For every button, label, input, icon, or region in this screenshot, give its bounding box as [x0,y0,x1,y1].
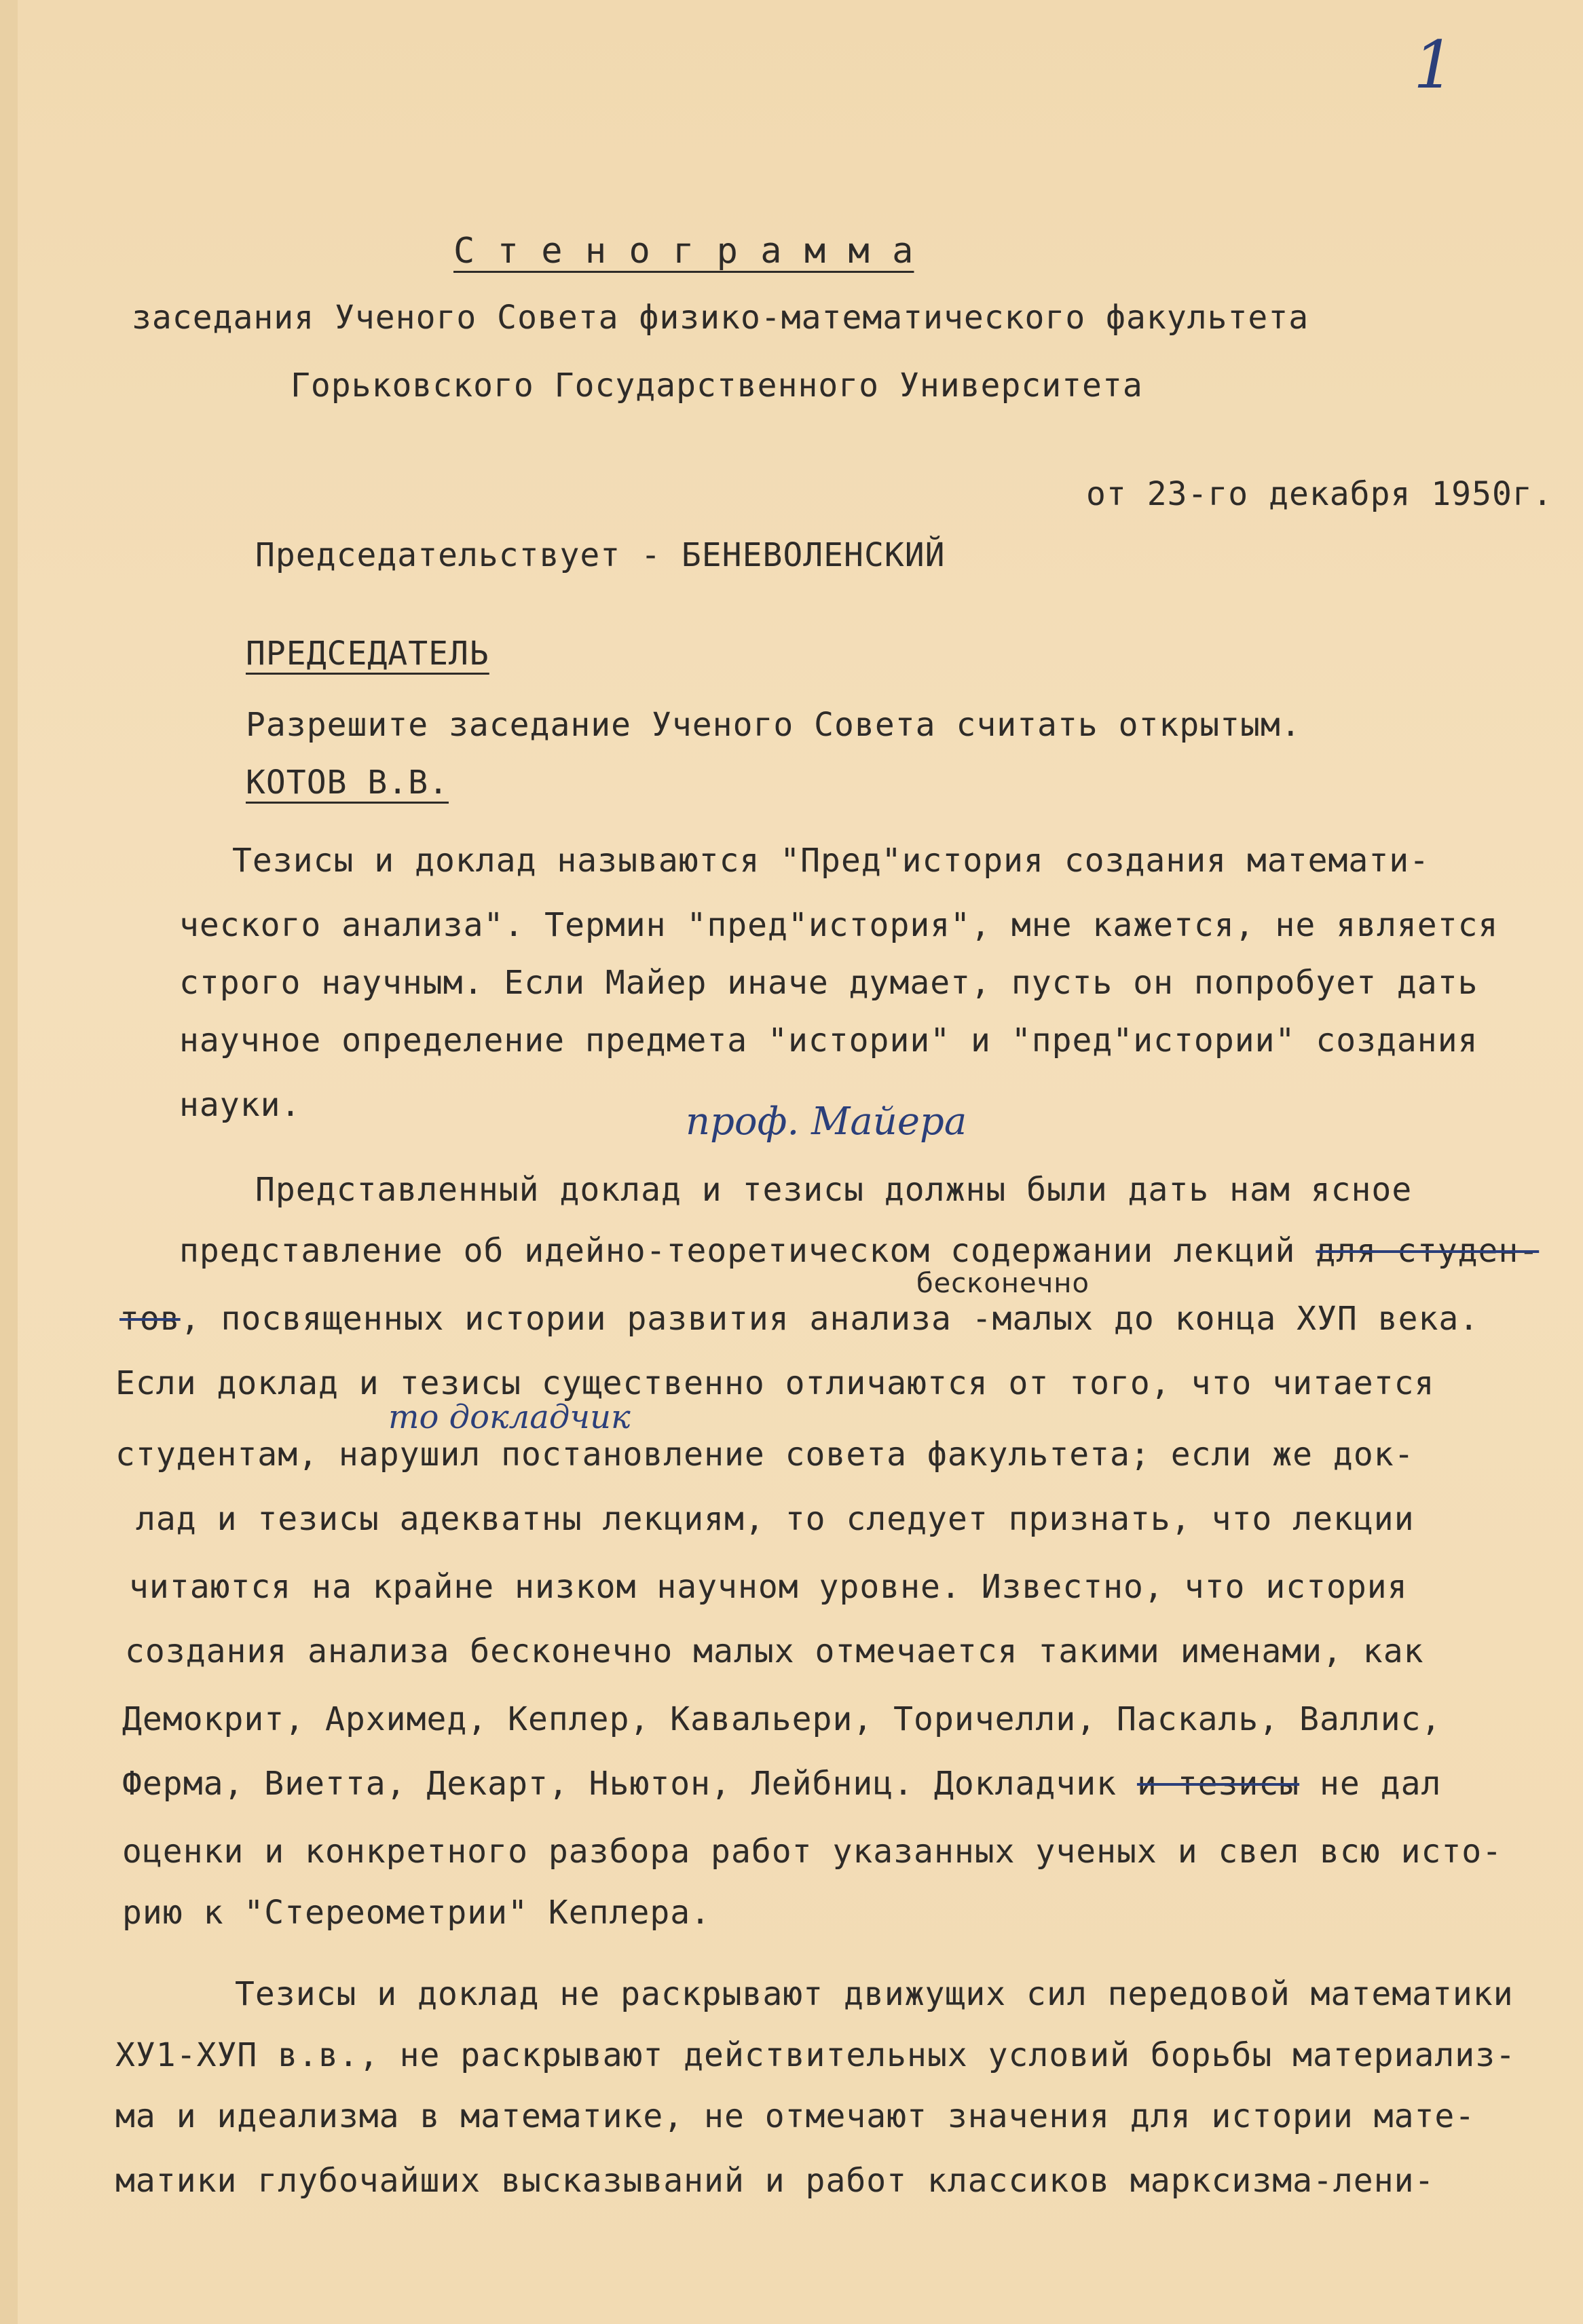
page-number: 1 [1413,27,1455,103]
para2-line-8: создания анализа бесконечно малых отмечается такими именами, как [125,1632,1424,1670]
para1-line-1: Тезисы и доклад называются "Пред"история создания математи- [232,842,1430,880]
struck-tov: тов [119,1300,181,1338]
struck-for-students: для студен- [1316,1232,1540,1270]
para2-line-2b: жании лекций [1051,1232,1296,1270]
para1-line-2: ческого анализа". Термин "пред"история", мне кажется, не является [179,906,1499,944]
para2-line-2 [179,1232,1539,1270]
document-date: от 23-го декабря 1950г. [1086,475,1553,513]
para3-line-4: матики глубочайших высказываний и работ классиков марксизма-лени- [115,2162,1435,2200]
para2-line-12: рию к "Стереометрии" Кеплера. [122,1894,711,1932]
para2-line-4: Если доклад и тезисы существенно отличаются от того, что читается [115,1364,1435,1402]
para3-line-1: Тезисы и доклад не раскрывают движущих сил передовой математики [235,1975,1514,2013]
para2-line-5a: студентам, [115,1436,318,1474]
para1-line-3: строго научным. Если Майер иначе думает, пусть он попробует дать [179,964,1478,1002]
para2-line-5b: нарушил постановление совета факультета; если же док- [338,1436,1415,1474]
para2-line-1b: и тезисы должны были дать нам ясное [701,1171,1413,1209]
para2-line-9: Демокрит, Архимед, Кеплер, Кавальери, Торичелли, Паскаль, Валлис, [122,1700,1442,1738]
para2-line-1a: Представленный доклад [255,1171,682,1209]
para2-line-10c: не дал [1320,1765,1442,1803]
handwritten-insert-speaker: то докладчик [388,1398,631,1436]
chair-line: Председательствует - БЕНЕВОЛЕНСКИЙ [255,536,946,574]
document-title: С т е н о г р а м м а [453,231,914,271]
paper-edge [0,0,18,2324]
subtitle-line-1: заседания Ученого Совета физико-математического факультета [132,299,1309,337]
speaker-kotov: КОТОВ В.В. [246,764,449,802]
subtitle-line-2: Горьковского Государственного Университета [291,367,1143,405]
para3-line-3: ма и идеализма в математике, не отмечают значения для истории мате- [115,2097,1476,2135]
speech-chair: Разрешите заседание Ученого Совета считать открытым. [246,706,1301,744]
para2-line-7: читаются на крайне низком научном уровне. Известно, что история [129,1568,1408,1606]
handwritten-insert-prof: проф. Майера [686,1100,967,1144]
para1-line-4: научное определение предмета "истории" и "пред"истории" создания [179,1022,1478,1060]
para2-line-3b: , посвященных истории развития анализа -малых до конца ХУП века. [180,1300,1480,1338]
para2-line-10 [122,1765,1441,1803]
para2-line-10a: Ферма, Виетта, Декарт, Ньютон, Лейбниц. Докладчик [122,1765,1117,1803]
struck-and-theses: и тезисы [1136,1765,1300,1803]
para2-line-3 [119,1300,1479,1338]
speaker-chair: ПРЕДСЕДАТЕЛЬ [246,635,489,673]
para2-line-2a: представление об идейно-теоретическом содер [179,1232,1052,1270]
insert-infinitely: бесконечно [916,1268,1090,1299]
para2-line-6: лад и тезисы адекватны лекциям, то следует признать, что лекции [136,1500,1415,1538]
para3-line-2: ХУ1-ХУП в.в., не раскрывают действительных условий борьбы материализ- [115,2036,1516,2074]
para1-line-5: науки. [179,1086,301,1124]
para2-line-11: оценки и конкретного разбора работ указанных ученых и свел всю исто- [122,1833,1503,1871]
para2-line-5 [115,1436,1415,1474]
para2-line-1 [255,1171,1412,1209]
